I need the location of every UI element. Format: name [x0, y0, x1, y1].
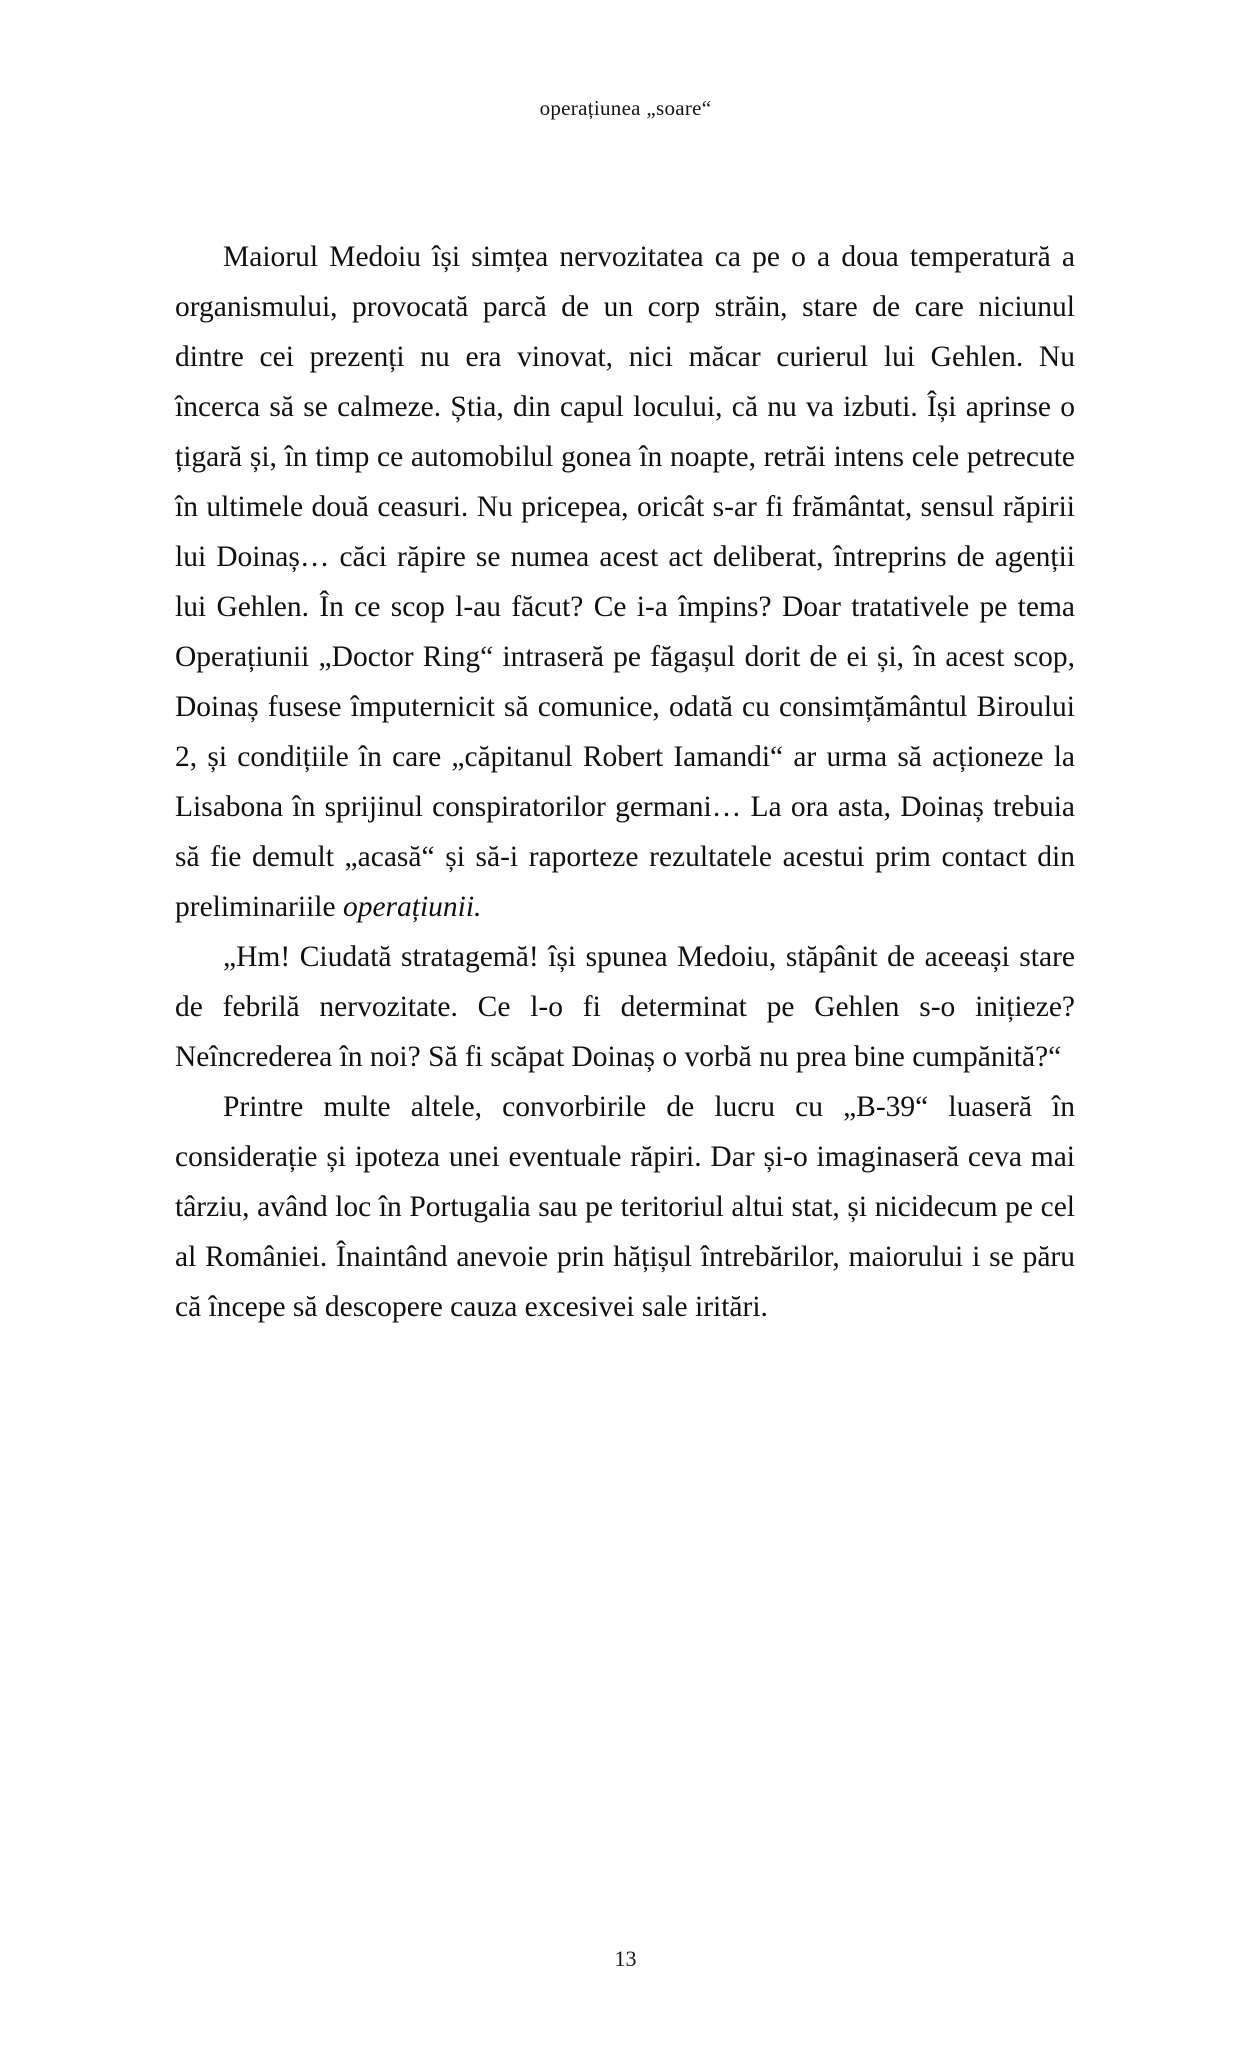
page-number: 13 [614, 1946, 637, 1971]
body-text [175, 232, 1075, 1332]
paragraph-2: „Hm! Ciudată stratagemă! își spunea Medoiu, stăpânit de aceeași stare de febrilă nervozitate. Ce l-o fi determinat pe Gehlen s-o inițieze? Neîncrederea în noi? Să fi scăpat Doinaș o vorbă nu prea bine cumpănită?“ [175, 941, 1075, 1073]
running-head: operațiunea „soare“ [539, 96, 712, 120]
paragraph-1-italic-tail: operațiunii. [342, 891, 482, 923]
paragraph-3: Printre multe altele, convorbirile de lucru cu „B-39“ luaseră în considerație și ipoteza unei eventuale răpiri. Dar și-o imaginaseră ceva mai târziu, având loc în Portugalia sau pe teritoriul altui stat, și nicidecum pe cel al României. Înaintând anevoie prin hățișul întrebărilor, maiorului i se păru că începe să descopere cauza excesivei sale iritări. [175, 1091, 1075, 1323]
paragraph-1-text: Maiorul Medoiu își simțea nervozitatea ca pe o a doua temperatură a organismului, provocată parcă de un corp străin, stare de care niciunul dintre cei prezenți nu era vinovat, nici măcar curierul lui Gehlen. Nu încerca să se calmeze. Știa, din capul locului, că nu va izbuti. Își aprinse o țigară și, în timp ce automobilul gonea în noapte, retrăi intens cele petrecute în ultimele două ceasuri. Nu pricepea, oricât s-ar fi frământat, sensul răpirii lui Doinaș… căci răpire se numea acest act deliberat, întreprins de agenții lui Gehlen. În ce scop l-au făcut? Ce i-a împins? Doar tratativele pe tema Operațiunii „Doctor Ring“ intraseră pe făgașul dorit de ei și, în acest scop, Doinaș fusese împuternicit să comunice, odată cu consimțământul Biroului 2, și condițiile în care „căpitanul Robert Iamandi“ ar urma să acționeze la Lisabona în sprijinul conspiratorilor germani… La ora asta, Doinaș trebuia să fie demult „acasă“ și să-i raporteze rezultatele acestui prim contact din preliminariile [175, 241, 1075, 923]
paragraph-1 [175, 232, 1075, 932]
